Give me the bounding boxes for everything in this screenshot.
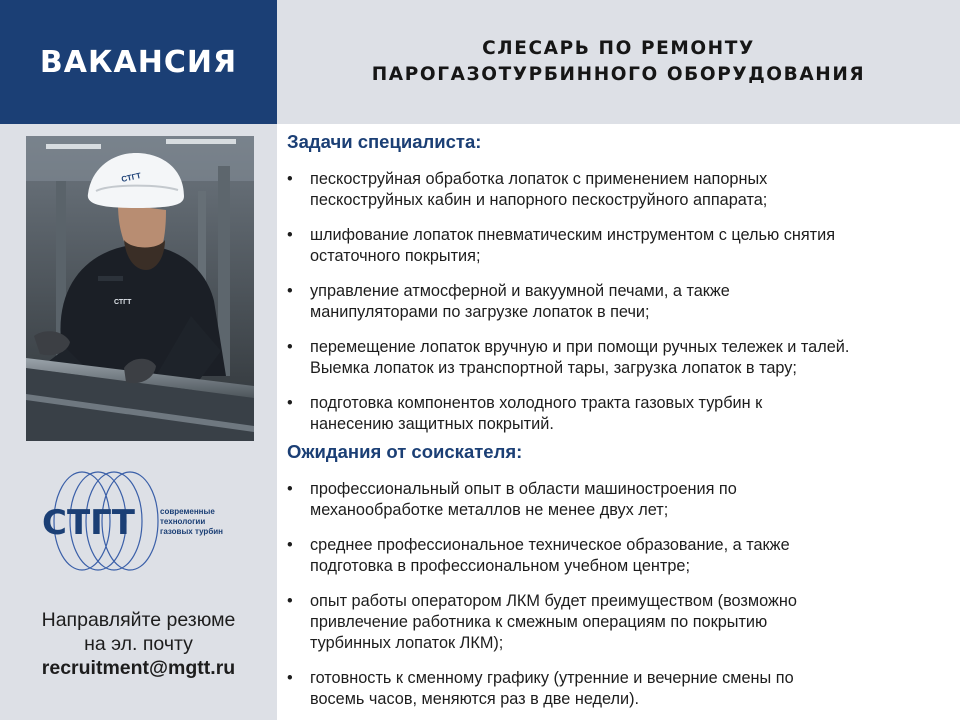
logo-line-2: технологии (160, 517, 206, 526)
company-logo (40, 469, 250, 574)
bullet-icon: • (287, 592, 293, 610)
tasks-list (277, 169, 960, 449)
bullet-icon: • (287, 226, 293, 244)
left-sidebar (0, 124, 277, 720)
list-item: • опыт работы оператором ЛКМ будет преимуществом (возможно привлечение работника к смежным операциям по покрытию турбинных лопаток ЛКМ); (287, 592, 797, 652)
bullet-icon: • (287, 394, 293, 412)
logo-line-3: газовых турбин (160, 527, 224, 536)
job-title-line-2: ПАРОГАЗОТУРБИННОГО ОБОРУДОВАНИЯ (371, 64, 866, 85)
list-item: • управление атмосферной и вакуумной печами, а также манипуляторами по загрузке лопаток в печи; (287, 282, 730, 321)
logo-line-1: современные (160, 507, 215, 516)
contact-line-2: на эл. почту (84, 633, 193, 655)
bullet-icon: • (287, 480, 293, 498)
jacket-logo-text: СТГТ (114, 299, 132, 306)
list-item: • среднее профессиональное техническое образование, а также подготовка в профессиональном учебном центре; (287, 536, 790, 575)
bullet-icon: • (287, 170, 293, 188)
list-item: • шлифование лопаток пневматическим инструментом с целью снятия остаточного покрытия; (287, 226, 836, 265)
vacancy-badge-text: ВАКАНСИЯ (39, 44, 238, 80)
list-item: • пескоструйная обработка лопаток с применением напорных пескоструйных кабин и напорного пескоструйного аппарата; (287, 170, 768, 209)
contact-email[interactable]: recruitment@mgtt.ru (41, 657, 236, 679)
expectations-heading: Ожидания от соискателя: (287, 441, 523, 462)
expectations-list (277, 479, 960, 724)
helmet-logo-text: СТГТ (120, 171, 142, 184)
worker-photo (26, 136, 254, 441)
contact-line-1: Направляйте резюме (41, 609, 236, 631)
list-item: • готовность к сменному графику (утренние и вечерние смены по восемь часов, меняются раз в две недели). (287, 669, 794, 708)
main-content (277, 124, 960, 720)
bullet-icon: • (287, 282, 293, 300)
vacancy-badge (0, 0, 277, 124)
contact-block (0, 608, 277, 680)
list-item: • перемещение лопаток вручную и при помощи ручных тележек и талей. Выемка лопаток из транспортной тары, загрузка лопаток в тару; (287, 338, 850, 377)
logo-abbr: СТГТ (42, 503, 136, 543)
tasks-heading: Задачи специалиста: (287, 131, 482, 152)
bullet-icon: • (287, 669, 293, 687)
job-title-banner (277, 0, 960, 124)
job-title-line-1: СЛЕСАРЬ ПО РЕМОНТУ (482, 38, 755, 59)
bullet-icon: • (287, 338, 293, 356)
bullet-icon: • (287, 536, 293, 554)
list-item: • профессиональный опыт в области машиностроения по механообработке металлов не менее двух лет; (287, 480, 737, 519)
list-item: • подготовка компонентов холодного тракта газовых турбин к нанесению защитных покрытий. (287, 394, 763, 433)
